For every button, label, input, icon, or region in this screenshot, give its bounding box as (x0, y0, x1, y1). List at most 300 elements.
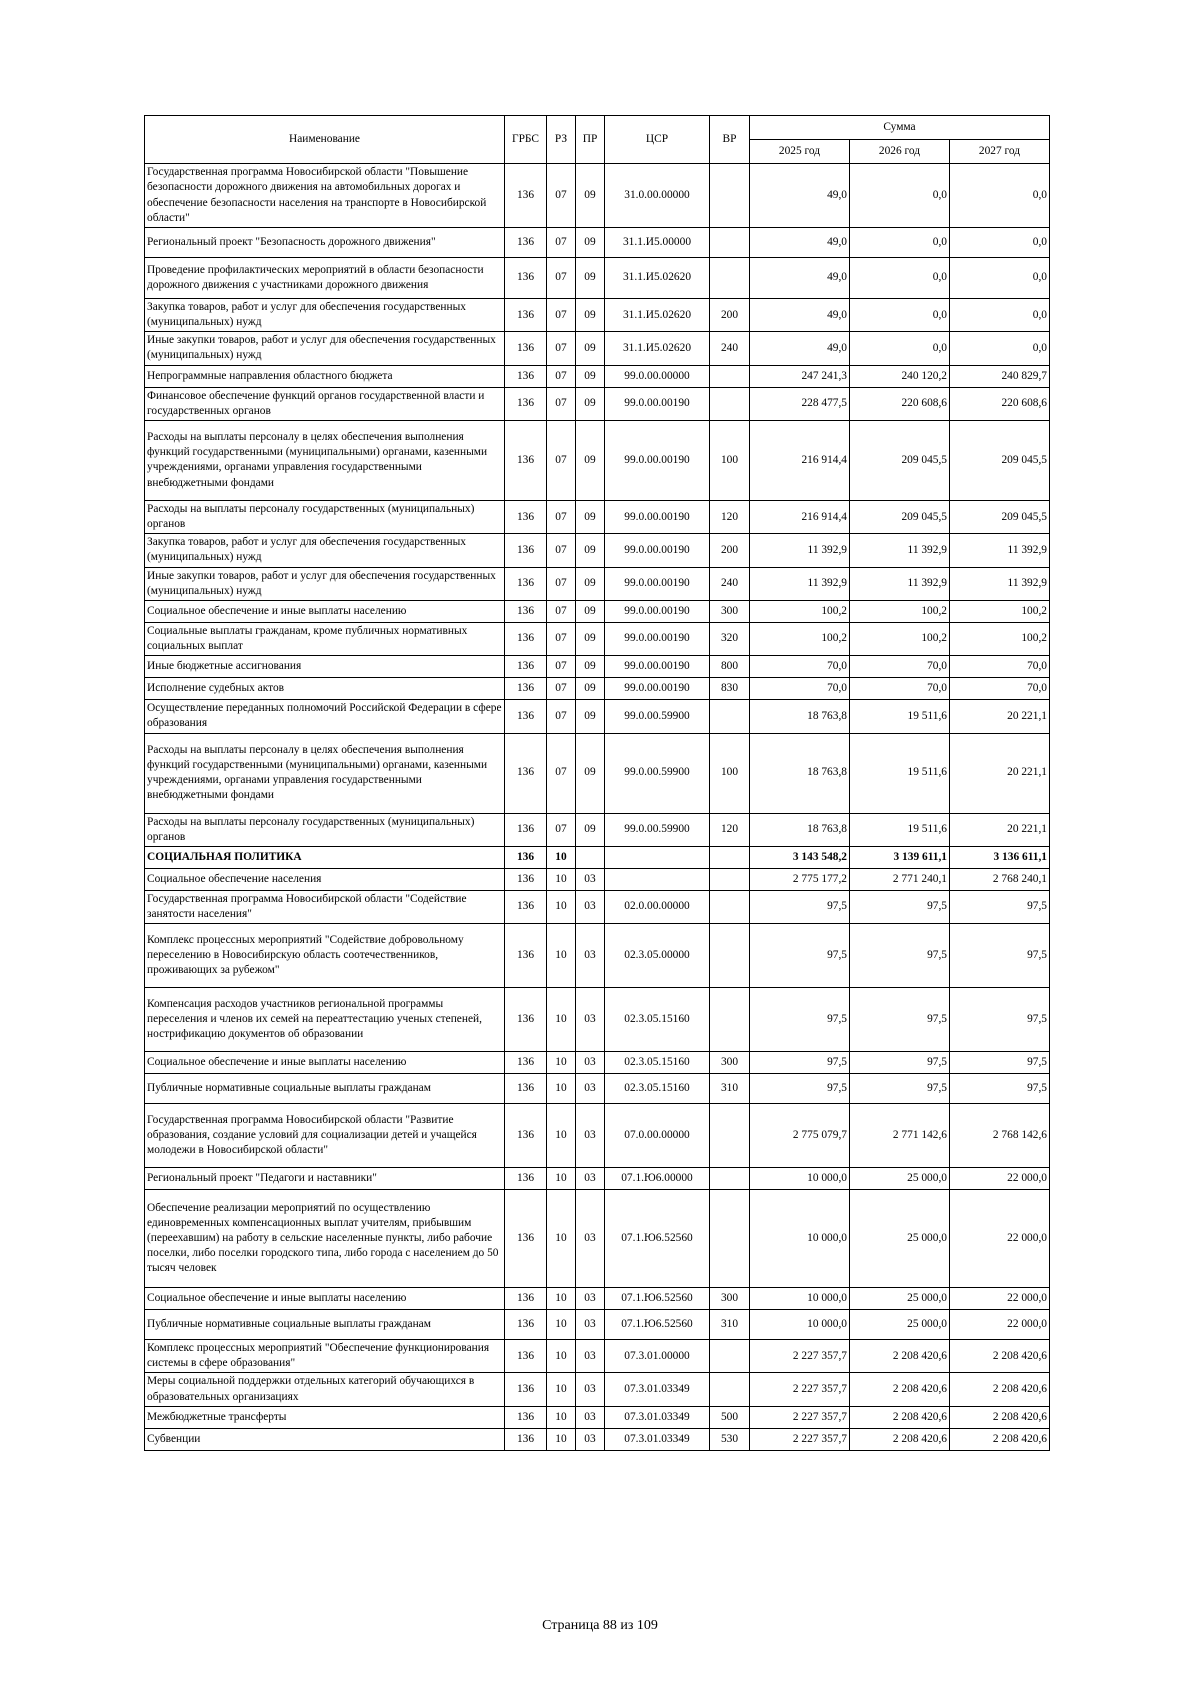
cell-grbs: 136 (505, 567, 547, 600)
cell-name: Иные бюджетные ассигнования (145, 656, 505, 678)
cell-2025: 11 392,9 (750, 567, 850, 600)
cell-name: Закупка товаров, работ и услуг для обеспечения государственных (муниципальных) нужд (145, 299, 505, 332)
cell-pr: 09 (576, 299, 605, 332)
header-sum: Сумма (750, 116, 1050, 140)
cell-pr: 09 (576, 258, 605, 299)
cell-rz: 10 (547, 1340, 576, 1373)
cell-grbs: 136 (505, 813, 547, 846)
table-row (145, 228, 1050, 258)
cell-grbs: 136 (505, 988, 547, 1052)
cell-vr: 530 (710, 1428, 750, 1450)
header-year-2026: 2026 год (850, 140, 950, 164)
table-row (145, 1168, 1050, 1190)
cell-name: Непрограммные направления областного бюджета (145, 365, 505, 387)
cell-grbs: 136 (505, 500, 547, 533)
cell-name: Государственная программа Новосибирской области "Содействие занятости населения" (145, 890, 505, 923)
cell-pr: 03 (576, 1074, 605, 1104)
cell-vr (710, 924, 750, 988)
table-row (145, 387, 1050, 420)
cell-2025: 2 775 079,7 (750, 1104, 850, 1168)
cell-vr: 830 (710, 678, 750, 700)
cell-2027: 22 000,0 (950, 1190, 1050, 1288)
cell-rz: 10 (547, 1428, 576, 1450)
cell-name: Региональный проект "Безопасность дорожного движения" (145, 228, 505, 258)
cell-csr: 02.0.00.00000 (605, 890, 710, 923)
cell-csr: 31.1.И5.02620 (605, 299, 710, 332)
cell-2026: 2 208 420,6 (850, 1428, 950, 1450)
cell-csr: 07.3.01.03349 (605, 1428, 710, 1450)
cell-2025: 10 000,0 (750, 1168, 850, 1190)
header-csr: ЦСР (605, 116, 710, 164)
cell-grbs: 136 (505, 534, 547, 567)
cell-2026: 11 392,9 (850, 534, 950, 567)
cell-2025: 247 241,3 (750, 365, 850, 387)
cell-2025: 10 000,0 (750, 1190, 850, 1288)
cell-rz: 10 (547, 1310, 576, 1340)
cell-csr: 07.3.01.00000 (605, 1340, 710, 1373)
cell-rz: 07 (547, 365, 576, 387)
cell-2025: 2 227 357,7 (750, 1406, 850, 1428)
cell-pr: 09 (576, 733, 605, 813)
cell-grbs: 136 (505, 228, 547, 258)
cell-pr: 09 (576, 656, 605, 678)
cell-csr: 07.1.Ю6.52560 (605, 1310, 710, 1340)
cell-2026: 0,0 (850, 258, 950, 299)
cell-csr: 99.0.00.00190 (605, 500, 710, 533)
cell-rz: 10 (547, 1074, 576, 1104)
cell-pr: 03 (576, 1340, 605, 1373)
table-row (145, 500, 1050, 533)
cell-csr: 07.1.Ю6.00000 (605, 1168, 710, 1190)
cell-pr: 03 (576, 868, 605, 890)
cell-grbs: 136 (505, 258, 547, 299)
table-row (145, 733, 1050, 813)
cell-2025: 11 392,9 (750, 534, 850, 567)
cell-2025: 3 143 548,2 (750, 846, 850, 868)
cell-2027: 0,0 (950, 228, 1050, 258)
cell-2026: 2 771 142,6 (850, 1104, 950, 1168)
cell-name: Иные закупки товаров, работ и услуг для обеспечения государственных (муниципальных) нужд (145, 332, 505, 365)
cell-grbs: 136 (505, 332, 547, 365)
cell-2027: 22 000,0 (950, 1288, 1050, 1310)
cell-vr (710, 846, 750, 868)
cell-2027: 0,0 (950, 164, 1050, 228)
cell-pr: 09 (576, 700, 605, 733)
cell-name: Публичные нормативные социальные выплаты гражданам (145, 1074, 505, 1104)
cell-grbs: 136 (505, 1428, 547, 1450)
cell-pr: 09 (576, 420, 605, 500)
cell-2027: 3 136 611,1 (950, 846, 1050, 868)
cell-grbs: 136 (505, 1052, 547, 1074)
cell-name: Региональный проект "Педагоги и наставники" (145, 1168, 505, 1190)
table-row (145, 813, 1050, 846)
cell-2025: 97,5 (750, 1052, 850, 1074)
cell-vr: 300 (710, 1052, 750, 1074)
table-row (145, 1104, 1050, 1168)
cell-2026: 100,2 (850, 622, 950, 655)
cell-grbs: 136 (505, 1288, 547, 1310)
table-row (145, 1310, 1050, 1340)
table-header (145, 116, 1050, 164)
header-pr: ПР (576, 116, 605, 164)
table-row (145, 622, 1050, 655)
cell-2025: 2 227 357,7 (750, 1340, 850, 1373)
cell-pr: 03 (576, 1052, 605, 1074)
cell-rz: 07 (547, 228, 576, 258)
cell-2026: 2 771 240,1 (850, 868, 950, 890)
cell-pr (576, 846, 605, 868)
cell-grbs: 136 (505, 1190, 547, 1288)
cell-rz: 07 (547, 258, 576, 299)
cell-csr (605, 846, 710, 868)
cell-2027: 2 208 420,6 (950, 1373, 1050, 1406)
table-row (145, 1340, 1050, 1373)
cell-2026: 2 208 420,6 (850, 1340, 950, 1373)
cell-2026: 25 000,0 (850, 1310, 950, 1340)
cell-rz: 10 (547, 924, 576, 988)
cell-2025: 49,0 (750, 299, 850, 332)
cell-2027: 11 392,9 (950, 567, 1050, 600)
cell-name: Закупка товаров, работ и услуг для обеспечения государственных (муниципальных) нужд (145, 534, 505, 567)
cell-grbs: 136 (505, 1074, 547, 1104)
header-year-2027: 2027 год (950, 140, 1050, 164)
cell-grbs: 136 (505, 1104, 547, 1168)
cell-2027: 2 208 420,6 (950, 1428, 1050, 1450)
cell-2027: 0,0 (950, 299, 1050, 332)
cell-2026: 70,0 (850, 656, 950, 678)
cell-vr: 800 (710, 656, 750, 678)
cell-name: Расходы на выплаты персоналу в целях обеспечения выполнения функций государственными (муниципальными) органами, казенными учреждениями, органами управления государственными внебюджетными фондами (145, 420, 505, 500)
table-row (145, 299, 1050, 332)
cell-csr: 99.0.00.00190 (605, 534, 710, 567)
cell-name: Компенсация расходов участников региональной программы переселения и членов их семей на переаттестацию ученых степеней, нострификацию документов об образовании (145, 988, 505, 1052)
cell-2026: 0,0 (850, 164, 950, 228)
table-row (145, 567, 1050, 600)
cell-2025: 97,5 (750, 890, 850, 923)
cell-name: Обеспечение реализации мероприятий по осуществлению единовременных компенсационных выплат учителям, прибывшим (переехавшим) на работу в сельские населенные пункты, либо рабочие поселки, либо поселки городского типа, либо города с населением до 50 тысяч человек (145, 1190, 505, 1288)
cell-csr: 07.0.00.00000 (605, 1104, 710, 1168)
cell-csr: 07.3.01.03349 (605, 1406, 710, 1428)
table-row (145, 258, 1050, 299)
table-row (145, 1428, 1050, 1450)
cell-2025: 18 763,8 (750, 700, 850, 733)
table-row (145, 600, 1050, 622)
table-row (145, 420, 1050, 500)
cell-vr (710, 1104, 750, 1168)
cell-rz: 07 (547, 700, 576, 733)
cell-csr: 07.1.Ю6.52560 (605, 1190, 710, 1288)
cell-pr: 03 (576, 890, 605, 923)
cell-2027: 70,0 (950, 656, 1050, 678)
cell-pr: 09 (576, 365, 605, 387)
cell-csr: 99.0.00.59900 (605, 700, 710, 733)
cell-2027: 100,2 (950, 622, 1050, 655)
cell-rz: 10 (547, 846, 576, 868)
cell-rz: 07 (547, 813, 576, 846)
cell-2026: 3 139 611,1 (850, 846, 950, 868)
cell-2026: 240 120,2 (850, 365, 950, 387)
cell-rz: 07 (547, 164, 576, 228)
cell-2027: 22 000,0 (950, 1168, 1050, 1190)
cell-grbs: 136 (505, 299, 547, 332)
cell-csr: 99.0.00.00190 (605, 387, 710, 420)
cell-pr: 03 (576, 1373, 605, 1406)
cell-2025: 216 914,4 (750, 420, 850, 500)
cell-2027: 0,0 (950, 332, 1050, 365)
cell-vr (710, 1168, 750, 1190)
cell-grbs: 136 (505, 868, 547, 890)
cell-pr: 03 (576, 1428, 605, 1450)
cell-2025: 97,5 (750, 988, 850, 1052)
cell-csr: 99.0.00.00190 (605, 600, 710, 622)
cell-2027: 0,0 (950, 258, 1050, 299)
cell-2025: 97,5 (750, 924, 850, 988)
cell-pr: 03 (576, 924, 605, 988)
cell-csr: 31.1.И5.02620 (605, 332, 710, 365)
cell-name: Комплекс процессных мероприятий "Обеспечение функционирования системы в сфере образования" (145, 1340, 505, 1373)
cell-vr (710, 1190, 750, 1288)
cell-rz: 10 (547, 1190, 576, 1288)
table-row (145, 700, 1050, 733)
cell-csr: 99.0.00.00190 (605, 678, 710, 700)
cell-name: Социальные выплаты гражданам, кроме публичных нормативных социальных выплат (145, 622, 505, 655)
table-row (145, 1190, 1050, 1288)
cell-rz: 07 (547, 500, 576, 533)
cell-2027: 97,5 (950, 924, 1050, 988)
cell-rz: 10 (547, 1168, 576, 1190)
cell-grbs: 136 (505, 600, 547, 622)
cell-name: Субвенции (145, 1428, 505, 1450)
cell-grbs: 136 (505, 656, 547, 678)
cell-grbs: 136 (505, 420, 547, 500)
cell-name: СОЦИАЛЬНАЯ ПОЛИТИКА (145, 846, 505, 868)
table-row (145, 1373, 1050, 1406)
cell-grbs: 136 (505, 700, 547, 733)
cell-2025: 10 000,0 (750, 1310, 850, 1340)
cell-2025: 100,2 (750, 622, 850, 655)
cell-name: Социальное обеспечение и иные выплаты населению (145, 1288, 505, 1310)
cell-pr: 09 (576, 500, 605, 533)
cell-grbs: 136 (505, 1373, 547, 1406)
cell-name: Проведение профилактических мероприятий в области безопасности дорожного движения с участниками дорожного движения (145, 258, 505, 299)
header-name: Наименование (145, 116, 505, 164)
cell-csr: 02.3.05.15160 (605, 988, 710, 1052)
cell-2025: 18 763,8 (750, 813, 850, 846)
cell-2026: 25 000,0 (850, 1190, 950, 1288)
cell-vr: 100 (710, 733, 750, 813)
header-year-2025: 2025 год (750, 140, 850, 164)
cell-rz: 07 (547, 622, 576, 655)
cell-vr (710, 387, 750, 420)
cell-csr: 07.3.01.03349 (605, 1373, 710, 1406)
cell-vr (710, 365, 750, 387)
cell-csr: 99.0.00.59900 (605, 813, 710, 846)
cell-2026: 25 000,0 (850, 1288, 950, 1310)
cell-rz: 10 (547, 890, 576, 923)
cell-grbs: 136 (505, 1340, 547, 1373)
cell-vr: 120 (710, 500, 750, 533)
cell-csr: 31.1.И5.02620 (605, 258, 710, 299)
cell-csr: 02.3.05.15160 (605, 1074, 710, 1104)
header-grbs: ГРБС (505, 116, 547, 164)
cell-2025: 49,0 (750, 164, 850, 228)
table-row (145, 164, 1050, 228)
cell-vr (710, 700, 750, 733)
cell-2026: 209 045,5 (850, 420, 950, 500)
cell-rz: 10 (547, 1406, 576, 1428)
cell-2027: 20 221,1 (950, 813, 1050, 846)
cell-2025: 2 775 177,2 (750, 868, 850, 890)
cell-2026: 25 000,0 (850, 1168, 950, 1190)
cell-2026: 2 208 420,6 (850, 1373, 950, 1406)
cell-grbs: 136 (505, 846, 547, 868)
cell-2027: 240 829,7 (950, 365, 1050, 387)
cell-2027: 97,5 (950, 988, 1050, 1052)
cell-vr (710, 228, 750, 258)
cell-pr: 09 (576, 387, 605, 420)
cell-csr: 99.0.00.59900 (605, 733, 710, 813)
cell-grbs: 136 (505, 622, 547, 655)
cell-csr: 99.0.00.00190 (605, 420, 710, 500)
cell-csr: 07.1.Ю6.52560 (605, 1288, 710, 1310)
cell-2027: 22 000,0 (950, 1310, 1050, 1340)
cell-2027: 11 392,9 (950, 534, 1050, 567)
cell-name: Государственная программа Новосибирской области "Развитие образования, создание условий для социализации детей и учащейся молодежи в Новосибирской области" (145, 1104, 505, 1168)
cell-vr (710, 1340, 750, 1373)
cell-csr: 99.0.00.00190 (605, 656, 710, 678)
cell-vr: 240 (710, 567, 750, 600)
cell-vr (710, 258, 750, 299)
cell-2025: 216 914,4 (750, 500, 850, 533)
cell-pr: 03 (576, 1104, 605, 1168)
cell-grbs: 136 (505, 164, 547, 228)
cell-name: Иные закупки товаров, работ и услуг для обеспечения государственных (муниципальных) нужд (145, 567, 505, 600)
cell-rz: 07 (547, 534, 576, 567)
cell-name: Расходы на выплаты персоналу в целях обеспечения выполнения функций государственными (муниципальными) органами, казенными учреждениями, органами управления государственными внебюджетными фондами (145, 733, 505, 813)
cell-2027: 97,5 (950, 1074, 1050, 1104)
cell-2027: 2 208 420,6 (950, 1340, 1050, 1373)
cell-2025: 49,0 (750, 332, 850, 365)
cell-2027: 2 768 142,6 (950, 1104, 1050, 1168)
cell-rz: 10 (547, 1104, 576, 1168)
page-footer: Страница 88 из 109 (542, 1618, 658, 1633)
cell-vr: 300 (710, 600, 750, 622)
cell-2026: 97,5 (850, 924, 950, 988)
cell-name: Расходы на выплаты персоналу государственных (муниципальных) органов (145, 813, 505, 846)
cell-2026: 97,5 (850, 1074, 950, 1104)
cell-2026: 19 511,6 (850, 813, 950, 846)
cell-csr: 31.1.И5.00000 (605, 228, 710, 258)
cell-vr: 300 (710, 1288, 750, 1310)
cell-2026: 97,5 (850, 988, 950, 1052)
cell-2025: 97,5 (750, 1074, 850, 1104)
cell-pr: 09 (576, 600, 605, 622)
cell-name: Социальное обеспечение и иные выплаты населению (145, 600, 505, 622)
cell-rz: 10 (547, 1288, 576, 1310)
table-row (145, 332, 1050, 365)
cell-vr (710, 1373, 750, 1406)
cell-rz: 07 (547, 567, 576, 600)
cell-rz: 10 (547, 988, 576, 1052)
cell-2025: 2 227 357,7 (750, 1373, 850, 1406)
cell-2027: 220 608,6 (950, 387, 1050, 420)
cell-2025: 2 227 357,7 (750, 1428, 850, 1450)
header-vr: ВР (710, 116, 750, 164)
cell-grbs: 136 (505, 387, 547, 420)
cell-2025: 70,0 (750, 678, 850, 700)
cell-2025: 49,0 (750, 258, 850, 299)
cell-vr: 320 (710, 622, 750, 655)
table-row (145, 846, 1050, 868)
cell-rz: 07 (547, 420, 576, 500)
cell-pr: 03 (576, 1288, 605, 1310)
cell-2027: 209 045,5 (950, 500, 1050, 533)
cell-2026: 209 045,5 (850, 500, 950, 533)
cell-csr: 02.3.05.00000 (605, 924, 710, 988)
cell-pr: 09 (576, 332, 605, 365)
cell-2026: 0,0 (850, 299, 950, 332)
cell-pr: 03 (576, 1310, 605, 1340)
cell-pr: 03 (576, 988, 605, 1052)
cell-grbs: 136 (505, 733, 547, 813)
cell-pr: 09 (576, 534, 605, 567)
cell-pr: 09 (576, 813, 605, 846)
header-rz: РЗ (547, 116, 576, 164)
cell-rz: 07 (547, 387, 576, 420)
cell-vr: 240 (710, 332, 750, 365)
cell-2027: 70,0 (950, 678, 1050, 700)
cell-grbs: 136 (505, 1406, 547, 1428)
cell-2026: 11 392,9 (850, 567, 950, 600)
cell-2026: 19 511,6 (850, 700, 950, 733)
table-row (145, 678, 1050, 700)
cell-vr: 100 (710, 420, 750, 500)
cell-2026: 97,5 (850, 1052, 950, 1074)
cell-vr (710, 988, 750, 1052)
cell-grbs: 136 (505, 365, 547, 387)
table-row (145, 1074, 1050, 1104)
cell-2025: 18 763,8 (750, 733, 850, 813)
cell-name: Публичные нормативные социальные выплаты гражданам (145, 1310, 505, 1340)
cell-2027: 100,2 (950, 600, 1050, 622)
table-row (145, 1052, 1050, 1074)
cell-2027: 20 221,1 (950, 700, 1050, 733)
cell-csr (605, 868, 710, 890)
cell-rz: 10 (547, 1373, 576, 1406)
cell-rz: 10 (547, 868, 576, 890)
cell-vr: 120 (710, 813, 750, 846)
cell-grbs: 136 (505, 890, 547, 923)
cell-vr (710, 868, 750, 890)
cell-name: Финансовое обеспечение функций органов государственной власти и государственных органов (145, 387, 505, 420)
cell-pr: 09 (576, 678, 605, 700)
cell-rz: 07 (547, 733, 576, 813)
cell-vr: 310 (710, 1074, 750, 1104)
cell-name: Меры социальной поддержки отдельных категорий обучающихся в образовательных организациях (145, 1373, 505, 1406)
cell-2026: 19 511,6 (850, 733, 950, 813)
cell-2025: 228 477,5 (750, 387, 850, 420)
cell-csr: 99.0.00.00190 (605, 567, 710, 600)
cell-2026: 0,0 (850, 332, 950, 365)
cell-pr: 09 (576, 567, 605, 600)
cell-grbs: 136 (505, 924, 547, 988)
cell-2027: 209 045,5 (950, 420, 1050, 500)
cell-rz: 07 (547, 678, 576, 700)
table-row (145, 1288, 1050, 1310)
cell-rz: 07 (547, 299, 576, 332)
cell-pr: 03 (576, 1168, 605, 1190)
cell-2025: 100,2 (750, 600, 850, 622)
